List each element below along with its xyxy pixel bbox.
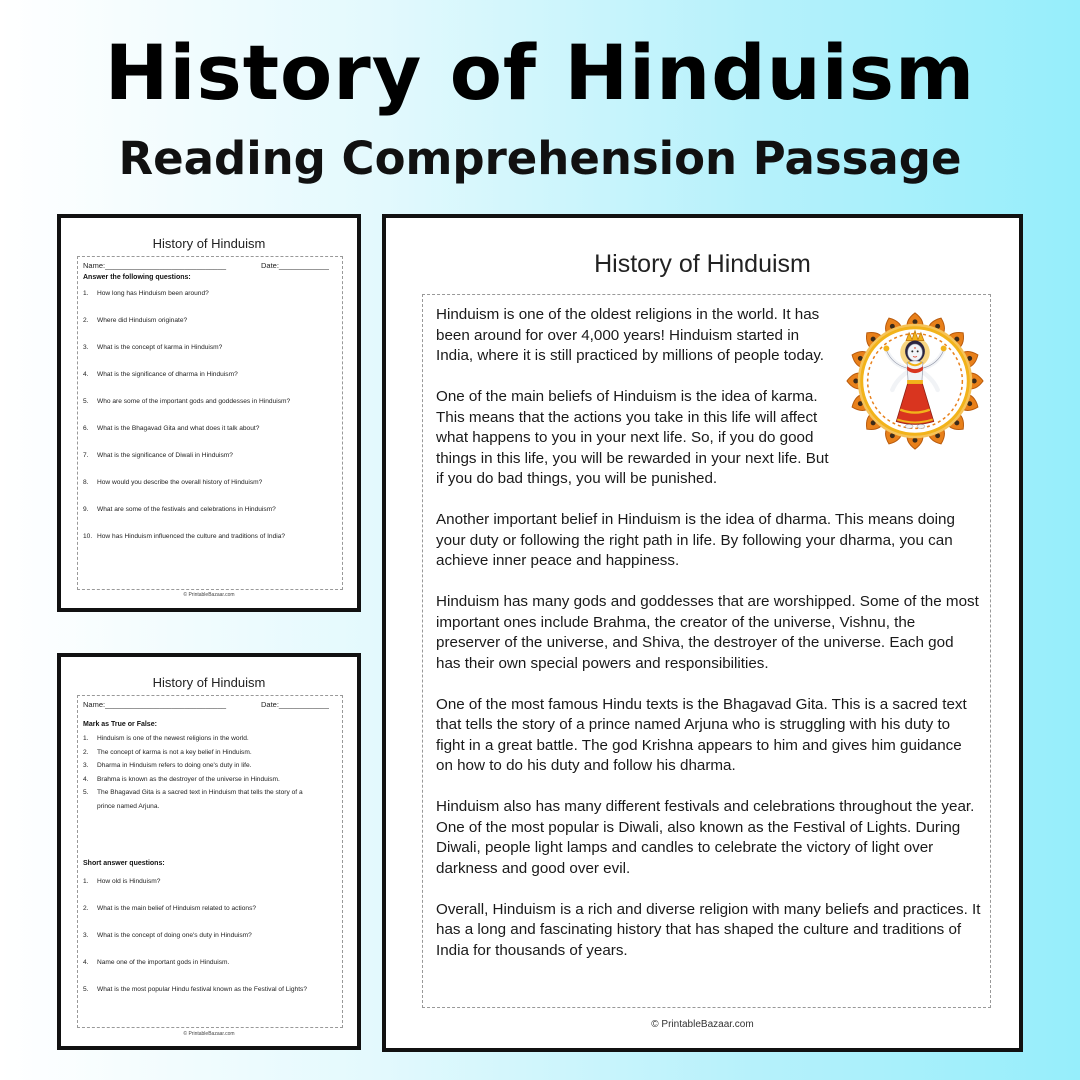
tf-item [83,735,249,742]
question-item [83,452,233,459]
question-item-text: What are some of the festivals and celebrations in Hinduism? [97,506,276,513]
question-item-number: 2. [83,317,89,324]
passage-paragraph: Overall, Hinduism is a rich and diverse religion with many beliefs and practices. It has a long and fascinating history that has shaped the culture and traditions of India for thousands of years. [436,900,981,959]
passage-paragraph: Hinduism also has many different festivals and celebrations throughout the year. One of the most popular is Diwali, also known as the Festival of Lights. During Diwali, people light lamps and candles to celebrate the victory of light over darkness and good over evil. [436,798,975,877]
tf-item-text: prince named Arjuna. [97,802,160,810]
worksheet-title: History of Hinduism [152,236,266,251]
question-item-number: 3. [83,344,89,351]
tf-item [83,789,303,796]
question-item-number: 8. [83,479,89,486]
main-title: History of Hinduism [104,28,976,117]
sa-item [83,959,229,966]
sa-item-number: 1. [83,878,89,885]
question-item [83,398,290,405]
question-item-text: What is the significance of dharma in Hinduism? [97,371,238,378]
tf-item-number: 4. [83,775,89,783]
question-item-number: 10. [83,533,93,540]
passage-border [422,294,991,1008]
truefalse-worksheet [57,653,361,1050]
question-item-number: 6. [83,425,89,432]
question-item-number: 9. [83,506,89,513]
passage-title: History of Hinduism [594,250,811,278]
sa-item-text: What is the most popular Hindu festival known as the Festival of Lights? [97,986,308,993]
question-item-number: 1. [83,290,89,297]
sa-item [83,878,160,885]
tf-item [83,762,251,769]
question-item [83,506,276,513]
sa-item-number: 4. [83,959,89,966]
worksheet-title: History of Hinduism [152,675,266,690]
date-field: Date:____________ [261,261,329,270]
name-field: Name:_____________________________ [83,261,227,270]
passage-page [382,214,1023,1052]
sa-item-text: How old is Hinduism? [97,878,161,885]
passage-paragraph: Hinduism has many gods and goddesses that are worshipped. Some of the most important ones include Brahma, the creator of the universe, Vishnu, the preserver of the universe, and Shiva, the destroyer of the universe. Each god has their own special powers and responsibilities. [436,593,979,672]
date-field: Date:____________ [261,700,329,709]
tf-item-number: 3. [83,762,89,769]
tf-item-text: The Bhagavad Gita is a sacred text in Hinduism that tells the story of a [97,789,303,796]
name-field: Name:_____________________________ [83,700,227,709]
tf-item-text: Brahma is known as the destroyer of the universe in Hinduism. [97,775,280,783]
passage-paragraph: Another important belief in Hinduism is the idea of dharma. This means doing your duty or following the right path in life. By following your dharma, you can achieve inner peace and happiness. [436,511,955,569]
question-item-number: 5. [83,398,89,405]
question-item [83,317,187,324]
question-item-text: What is the concept of karma in Hinduism? [97,344,223,351]
passage-paragraph: One of the main beliefs of Hinduism is the idea of karma. This means that the actions you take in this life will affect what happens to you in your next life. So, if you do good things in this life, you will be rewarded in your next life. But if you do bad things, you will be punished. [436,388,829,487]
question-item [83,344,222,351]
tf-heading: Mark as True or False: [83,721,157,728]
question-item [83,425,259,432]
sa-item-number: 3. [83,932,89,939]
passage-paragraph: Hinduism is one of the oldest religions in the world. It has been around for over 4,000 years! Hinduism started in India, where it is still practiced by millions of people today. [436,306,825,364]
question-item [83,371,238,378]
tf-item-number: 5. [83,789,89,796]
sa-item-text: Name one of the important gods in Hinduism. [97,959,230,966]
tf-item-text: The concept of karma is not a key belief in Hinduism. [97,748,252,756]
question-item-text: How would you describe the overall history of Hinduism? [97,479,263,486]
question-item-text: What is the Bhagavad Gita and what does it talk about? [97,425,260,432]
tf-item [83,776,280,783]
tf-item-number: 1. [83,735,89,742]
sa-item [83,932,252,939]
question-item [83,533,285,540]
sa-item-text: What is the main belief of Hinduism related to actions? [97,905,257,912]
question-item [83,290,209,297]
goddess-mandala-icon [841,307,989,455]
passage-paragraph: One of the most famous Hindu texts is the Bhagavad Gita. This is a sacred text that tells the story of a prince named Arjuna who is struggling with his duty to fight in a great battle. The god Krishna appears to him and gives him guidance on how to do his duty and follow his dharma. [436,695,967,774]
passage-text [436,305,981,982]
tf-item [83,803,159,810]
tf-item-text: Hinduism is one of the newest religions in the world. [97,735,249,742]
copyright: © PrintableBazaar.com [651,1019,754,1030]
sub-title: Reading Comprehension Passage [118,132,962,185]
tf-item [83,749,252,756]
question-item-text: How has Hinduism influenced the culture and traditions of India? [97,533,286,540]
tf-item-number: 2. [83,748,89,756]
question-item-text: Who are some of the important gods and goddesses in Hinduism? [97,398,291,405]
sa-item [83,905,256,912]
tf-item-text: Dharma in Hinduism refers to doing one's duty in life. [97,762,252,769]
copyright: © PrintableBazaar.com [183,592,235,598]
copyright: © PrintableBazaar.com [183,1031,235,1037]
question-item-number: 4. [83,371,89,378]
question-item-number: 7. [83,452,89,459]
questions-worksheet [57,214,361,612]
question-item-text: Where did Hinduism originate? [97,317,188,324]
sa-item-number: 5. [83,986,89,993]
question-item-text: What is the significance of Diwali in Hinduism? [97,452,233,459]
sa-item-text: What is the concept of doing one's duty in Hinduism? [97,932,252,939]
question-item [83,479,262,486]
sa-item-number: 2. [83,905,89,912]
sa-heading: Short answer questions: [83,860,165,867]
sa-item [83,986,307,993]
question-item-text: How long has Hinduism been around? [97,290,209,297]
questions-heading: Answer the following questions: [83,274,191,281]
